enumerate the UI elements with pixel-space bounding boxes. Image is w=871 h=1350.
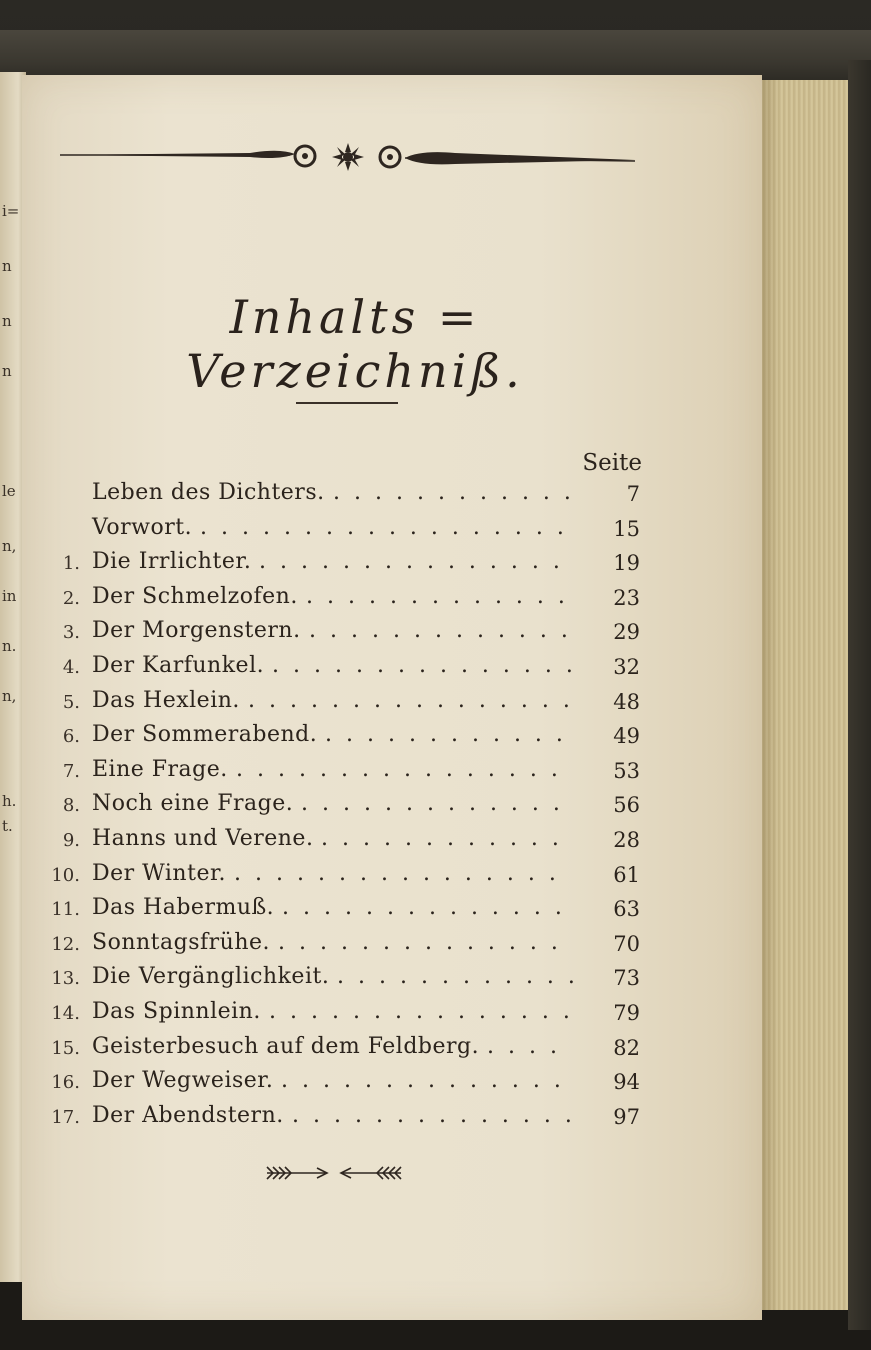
toc-entry-page: 94	[613, 1070, 640, 1095]
toc-dot-leader: ....	[487, 1033, 571, 1059]
toc-entry-page: 49	[613, 724, 640, 749]
toc-entry-title: Der Winter.	[92, 860, 227, 886]
toc-entry-page: 32	[613, 655, 640, 679]
toc-entry	[40, 584, 640, 618]
book-cover-right	[848, 60, 871, 1330]
toc-entry-page: 70	[613, 931, 640, 956]
toc-entry	[40, 757, 640, 791]
toc-entry	[40, 861, 640, 895]
toc-entry-number: 3.	[62, 622, 80, 644]
toc-entry-number: 7.	[62, 760, 80, 782]
toc-dot-leader: ...............	[259, 549, 574, 575]
page-gutter-shadow	[760, 80, 780, 1310]
toc-entry-number: 2.	[62, 587, 80, 609]
toc-entry	[40, 618, 640, 652]
toc-entry-page: 48	[613, 689, 640, 714]
toc-entry-number: 11.	[51, 899, 80, 921]
toc-entry	[40, 722, 640, 756]
toc-entry-title: Der Morgenstern.	[92, 618, 301, 644]
toc-entry-number: 12.	[51, 933, 80, 955]
toc-entry-number: 4.	[62, 657, 80, 678]
toc-entry-title: Der Sommerabend.	[92, 722, 318, 748]
toc-entry	[40, 791, 640, 825]
toc-entry-title: Der Abendstern.	[92, 1102, 284, 1128]
previous-page-fragment: n	[2, 257, 12, 275]
toc-entry-number: 13.	[51, 968, 80, 990]
toc-entry-page: 73	[613, 966, 640, 991]
toc-dot-leader: ..............	[278, 929, 572, 955]
toc-entry-title: Der Karfunkel.	[92, 653, 265, 678]
toc-entry-page: 79	[613, 1001, 640, 1025]
toc-entry-title: Die Vergänglichkeit.	[92, 964, 330, 990]
toc-entry-title: Der Wegweiser.	[92, 1068, 274, 1094]
page-title: Inhalts = Verzeichniß.	[186, 290, 524, 398]
previous-page-fragment: n,	[2, 687, 17, 705]
toc-entry-title: Sonntagsfrühe.	[92, 929, 270, 955]
toc-entry	[40, 549, 640, 583]
toc-dot-leader: .............	[309, 618, 582, 644]
toc-entry-number: 10.	[51, 864, 80, 886]
previous-page-fragment: n	[2, 362, 12, 380]
toc-entry-number: 14.	[51, 1003, 80, 1024]
toc-entry-page: 53	[613, 758, 640, 783]
toc-entry-number: 16.	[51, 1072, 80, 1094]
toc-entry	[40, 1034, 640, 1068]
toc-entry-number: 8.	[62, 795, 80, 817]
toc-entry-number: 6.	[62, 726, 80, 748]
toc-dot-leader: ................	[248, 687, 584, 713]
toc-entry-title: Vorwort.	[92, 514, 193, 540]
toc-entry-title: Der Schmelzofen.	[92, 583, 298, 609]
toc-entry	[40, 930, 640, 964]
toc-entry-number: 17.	[51, 1106, 80, 1128]
toc-entry-page: 63	[613, 897, 640, 922]
ornament-top	[60, 140, 635, 180]
toc-entry-number: 1.	[62, 553, 80, 575]
previous-page-fragment: t.	[2, 817, 13, 835]
toc-entry-number: 15.	[51, 1037, 80, 1059]
toc-entry	[40, 653, 640, 687]
toc-dot-leader: ..................	[200, 514, 578, 540]
toc-entry-page: 7	[626, 482, 640, 506]
toc-entry-number: 9.	[62, 830, 80, 851]
toc-entry-page: 82	[613, 1035, 640, 1060]
previous-page-fragment: n	[2, 312, 12, 330]
toc-dot-leader: ............	[333, 480, 585, 505]
toc-entry-title: Leben des Dichters.	[92, 480, 325, 505]
toc-entry	[40, 999, 640, 1033]
toc-entry	[40, 826, 640, 860]
previous-page-fragment: h.	[2, 792, 17, 810]
toc-entry-page: 28	[613, 828, 640, 852]
previous-page-fragment: n.	[2, 637, 17, 655]
toc-entry-page: 29	[613, 620, 640, 645]
toc-entry-title: Das Habermuß.	[92, 895, 275, 921]
previous-page-fragment: i=	[2, 202, 20, 220]
toc-dot-leader: ..............	[292, 1102, 586, 1128]
toc-entry-page: 15	[613, 516, 640, 541]
previous-page-fragment: in	[2, 587, 17, 605]
toc-entry-page: 23	[613, 585, 640, 610]
toc-entry	[40, 1103, 640, 1137]
toc-entry	[40, 895, 640, 929]
toc-entry-title: Eine Frage.	[92, 756, 228, 782]
toc-dot-leader: ............	[321, 826, 573, 851]
toc-entry-page: 56	[613, 793, 640, 818]
toc-entry-page: 61	[613, 862, 640, 887]
previous-page-fragment: le	[2, 482, 16, 500]
title-divider	[296, 402, 398, 404]
toc-entry-title: Das Hexlein.	[92, 687, 240, 713]
toc-entry	[40, 688, 640, 722]
toc-dot-leader: .............	[301, 791, 574, 817]
page-column-label: Seite	[582, 450, 642, 476]
toc-entry	[40, 515, 640, 549]
toc-dot-leader: .............	[306, 583, 579, 609]
toc-dot-leader: ............	[337, 964, 589, 990]
toc-dot-leader: ...............	[269, 999, 584, 1024]
toc-dot-leader: ................	[236, 756, 572, 782]
toc-dot-leader: ................	[234, 860, 570, 886]
toc-entry	[40, 1068, 640, 1102]
toc-entry	[40, 964, 640, 998]
toc-dot-leader: ............	[325, 722, 577, 748]
toc-dot-leader: ..............	[281, 1068, 575, 1094]
toc-dot-leader: ...............	[272, 653, 587, 678]
toc-dot-leader: ..............	[282, 895, 576, 921]
toc-entry-title: Geisterbesuch auf dem Feldberg.	[92, 1033, 480, 1059]
toc-entry-title: Die Irrlichter.	[92, 549, 252, 575]
toc-entry-title: Hanns und Verene.	[92, 826, 314, 851]
previous-page-fragment: n,	[2, 537, 17, 555]
toc-entry	[40, 480, 640, 514]
toc-entry-title: Das Spinnlein.	[92, 999, 261, 1024]
ornament-bottom	[265, 1162, 405, 1184]
toc-entry-page: 19	[613, 551, 640, 576]
toc-entry-title: Noch eine Frage.	[92, 791, 294, 817]
toc-entry-page: 97	[613, 1104, 640, 1129]
toc-entry-number: 5.	[62, 691, 80, 713]
